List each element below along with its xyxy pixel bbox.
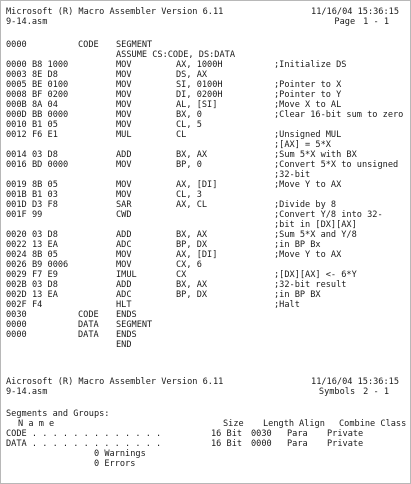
listing-line bbox=[6, 70, 406, 80]
listing-address: 002F bbox=[6, 300, 27, 310]
listing-comment: ;Move Y to AX bbox=[274, 180, 342, 190]
listing-comment bbox=[274, 320, 404, 330]
listing-address: 0024 bbox=[6, 250, 27, 260]
listing-address: 0003 bbox=[6, 70, 27, 80]
listing-label: CODE bbox=[78, 310, 99, 320]
listing-comment bbox=[274, 260, 404, 270]
listing-operand: CL, 3 bbox=[176, 190, 202, 200]
segments-title: Segments and Groups: bbox=[6, 409, 110, 419]
listing-label bbox=[78, 120, 116, 130]
listing-mnemonic: SEGMENT bbox=[116, 40, 153, 50]
listing-machine-code bbox=[32, 310, 78, 320]
listing-comment bbox=[274, 330, 404, 340]
listing-label bbox=[78, 200, 116, 210]
listing-address: 000D bbox=[6, 110, 27, 120]
listing-operand: BP, 0 bbox=[176, 160, 202, 170]
listing-address bbox=[6, 170, 32, 180]
listing-comment bbox=[274, 310, 404, 320]
listing-machine-code bbox=[32, 170, 78, 180]
page-number: 1 - 1 bbox=[363, 17, 389, 27]
listing-address: 0022 bbox=[6, 240, 27, 250]
listing-machine-code bbox=[32, 220, 78, 230]
listing-operand bbox=[176, 140, 274, 150]
listing-operand bbox=[176, 330, 274, 340]
listing-operand: BX, 0 bbox=[176, 110, 202, 120]
listing-address: 000B bbox=[6, 100, 27, 110]
listing-machine-code: 99 bbox=[32, 210, 43, 220]
listing-mnemonic: CWD bbox=[116, 210, 132, 220]
listing-machine-code: BD 0000 bbox=[32, 160, 69, 170]
listing-machine-code: B8 1000 bbox=[32, 60, 69, 70]
listing-operand: AX, 1000H bbox=[176, 60, 223, 70]
segment-length: 0000 bbox=[251, 439, 272, 449]
listing-operand bbox=[176, 50, 274, 60]
listing-comment: ;32-bit result bbox=[274, 280, 347, 290]
listing-line bbox=[6, 290, 406, 300]
listing-machine-code: 8B 05 bbox=[32, 250, 58, 260]
listing-machine-code: B1 03 bbox=[32, 190, 58, 200]
listing-line bbox=[6, 280, 406, 290]
page-indicator bbox=[334, 17, 405, 27]
listing-comment: ;Convert 5*X to unsigned bbox=[274, 160, 399, 170]
listing-machine-code bbox=[32, 340, 78, 350]
listing-operand: BX, AX bbox=[176, 150, 208, 160]
listing-mnemonic: ADD bbox=[116, 150, 132, 160]
listing-address: 0000 bbox=[6, 40, 27, 50]
listing-line bbox=[6, 250, 406, 260]
listing-mnemonic: SAR bbox=[116, 200, 132, 210]
listing-line bbox=[6, 190, 406, 200]
errors-count: 0 Errors bbox=[94, 459, 136, 469]
listing-machine-code: BB 0000 bbox=[32, 110, 69, 120]
listing-operand bbox=[176, 340, 274, 350]
listing-mnemonic: MOV bbox=[116, 60, 132, 70]
listing-label: DATA bbox=[78, 330, 99, 340]
listing-machine-code: D3 F8 bbox=[32, 200, 58, 210]
listing-operand bbox=[176, 170, 274, 180]
col-size: Size bbox=[223, 419, 244, 429]
listing-comment: ;Halt bbox=[274, 300, 300, 310]
listing-address: 0014 bbox=[6, 150, 27, 160]
listing-line bbox=[6, 320, 406, 330]
listing-line bbox=[6, 170, 406, 180]
segment-length: 0030 bbox=[251, 429, 272, 439]
listing-operand: CX, 6 bbox=[176, 260, 202, 270]
listing-comment: ;Sum 5*X and Y/8 bbox=[274, 230, 357, 240]
listing-mnemonic: ADC bbox=[116, 290, 132, 300]
listing-comment: ;Convert Y/8 into 32- bbox=[274, 210, 383, 220]
segment-size: 16 Bit bbox=[211, 439, 243, 449]
listing-machine-code: 13 EA bbox=[32, 240, 58, 250]
listing-label bbox=[78, 90, 116, 100]
page-number: 2 - 1 bbox=[363, 387, 389, 397]
segment-name: CODE . . . . . . . . . . . . . bbox=[6, 429, 162, 439]
listing-machine-code bbox=[32, 50, 78, 60]
listing-comment: ;32-bit bbox=[274, 170, 311, 180]
listing-mnemonic bbox=[116, 170, 176, 180]
listing-operand: AX, CL bbox=[176, 200, 208, 210]
page-label: Symbols bbox=[318, 387, 356, 397]
listing-operand: BX, AX bbox=[176, 280, 208, 290]
listing-mnemonic: MOV bbox=[116, 190, 132, 200]
segment-row bbox=[6, 429, 406, 439]
listing-mnemonic: MUL bbox=[116, 130, 132, 140]
listing-mnemonic: MOV bbox=[116, 250, 132, 260]
listing-mnemonic: MOV bbox=[116, 70, 132, 80]
listing-label bbox=[78, 190, 116, 200]
listing-address bbox=[6, 340, 32, 350]
listing-machine-code bbox=[32, 40, 78, 50]
listing-label bbox=[78, 240, 116, 250]
page-indicator bbox=[319, 387, 405, 397]
listing-label bbox=[78, 130, 116, 140]
listing-line bbox=[6, 240, 406, 250]
listing-mnemonic: ASSUME CS:CODE, DS:DATA bbox=[116, 50, 235, 60]
listing-address: 0010 bbox=[6, 120, 27, 130]
segment-align: Para bbox=[287, 429, 308, 439]
source-file-name: 9-14.asm bbox=[6, 387, 48, 397]
listing-line bbox=[6, 120, 406, 130]
listing-address: 0029 bbox=[6, 270, 27, 280]
listing-operand bbox=[176, 320, 274, 330]
col-length: Length bbox=[263, 419, 295, 429]
listing-line bbox=[6, 40, 406, 50]
listing-mnemonic: MOV bbox=[116, 180, 132, 190]
listing-comment bbox=[274, 190, 404, 200]
listing-label bbox=[78, 280, 116, 290]
listing-label bbox=[78, 210, 116, 220]
listing-line bbox=[6, 100, 406, 110]
listing-line bbox=[6, 150, 406, 160]
listing-comment bbox=[274, 40, 404, 50]
listing-mnemonic: SEGMENT bbox=[116, 320, 153, 330]
listing-label bbox=[78, 110, 116, 120]
segment-combine: Private bbox=[327, 429, 364, 439]
listing-machine-code: 13 EA bbox=[32, 290, 58, 300]
segment-row bbox=[6, 439, 406, 449]
listing-operand bbox=[176, 210, 274, 220]
listing-line bbox=[6, 160, 406, 170]
listing-label bbox=[78, 180, 116, 190]
listing-line bbox=[6, 50, 406, 60]
page-label: Page bbox=[334, 17, 356, 27]
listing-comment: ;[DX][AX] <- 6*Y bbox=[274, 270, 357, 280]
listing-line bbox=[6, 260, 406, 270]
listing-line bbox=[6, 110, 406, 120]
segments-and-groups bbox=[6, 409, 406, 469]
listing-label bbox=[78, 50, 116, 60]
assembler-title: Microsoft (R) Macro Assembler Version 6.11 bbox=[6, 7, 224, 17]
listing-label bbox=[78, 100, 116, 110]
listing-machine-code: 03 D8 bbox=[32, 150, 58, 160]
listing-operand: AX, [DI] bbox=[176, 180, 218, 190]
listing-operand: SI, 0100H bbox=[176, 80, 223, 90]
listing-mnemonic: MOV bbox=[116, 260, 132, 270]
segment-align: Para bbox=[287, 439, 308, 449]
listing-mnemonic: MOV bbox=[116, 110, 132, 120]
listing-comment bbox=[274, 50, 404, 60]
listing-mnemonic: ENDS bbox=[116, 310, 137, 320]
listing-address: 0030 bbox=[6, 310, 27, 320]
listing-mnemonic: END bbox=[116, 340, 132, 350]
listing-mnemonic: IMUL bbox=[116, 270, 137, 280]
listing-operand: BX, AX bbox=[176, 230, 208, 240]
listing-address: 0000 bbox=[6, 330, 27, 340]
header-datetime: 11/16/04 15:36:15 bbox=[311, 377, 399, 387]
listing-line bbox=[6, 210, 406, 220]
listing-comment: ;Pointer to X bbox=[274, 80, 342, 90]
listing-machine-code: F6 E1 bbox=[32, 130, 58, 140]
col-combine-class: Combine Class bbox=[339, 419, 407, 429]
listing-line bbox=[6, 200, 406, 210]
listing-address: 0019 bbox=[6, 180, 27, 190]
listing-line bbox=[6, 270, 406, 280]
listing-machine-code: F7 E9 bbox=[32, 270, 58, 280]
segment-size: 16 Bit bbox=[211, 429, 243, 439]
listing-comment bbox=[274, 70, 404, 80]
listing-comment: ;Clear 16-bit sum to zero bbox=[274, 110, 404, 120]
listing-address: 0016 bbox=[6, 160, 27, 170]
listing-label bbox=[78, 260, 116, 270]
listing-line bbox=[6, 140, 406, 150]
listing-line bbox=[6, 340, 406, 350]
listing-label bbox=[78, 250, 116, 260]
listing-address: 0012 bbox=[6, 130, 27, 140]
listing-mnemonic bbox=[116, 140, 176, 150]
listing-comment: ;Initialize DS bbox=[274, 60, 347, 70]
segment-combine: Private bbox=[327, 439, 364, 449]
listing-operand: AL, [SI] bbox=[176, 100, 218, 110]
listing-line bbox=[6, 60, 406, 70]
listing-line bbox=[6, 90, 406, 100]
listing-comment: ;bit in [DX][AX] bbox=[274, 220, 357, 230]
symbols-page-header bbox=[6, 377, 405, 397]
listing-mnemonic: MOV bbox=[116, 90, 132, 100]
listing-address: 0000 bbox=[6, 60, 27, 70]
listing-label bbox=[78, 150, 116, 160]
listing-mnemonic bbox=[116, 220, 176, 230]
listing-address: 0026 bbox=[6, 260, 27, 270]
listing-operand bbox=[176, 220, 274, 230]
col-name: N a m e bbox=[18, 419, 55, 429]
listing-comment: ;Unsigned MUL bbox=[274, 130, 342, 140]
listing-comment: ;Move Y to AX bbox=[274, 250, 342, 260]
listing-line bbox=[6, 220, 406, 230]
listing-mnemonic: MOV bbox=[116, 100, 132, 110]
listing-comment: ;in BP BX bbox=[274, 290, 321, 300]
source-file-name: 9-14.asm bbox=[6, 17, 48, 27]
listing-address: 001B bbox=[6, 190, 27, 200]
listing-address bbox=[6, 50, 32, 60]
listing-operand bbox=[176, 300, 274, 310]
listing-comment: ;Divide by 8 bbox=[274, 200, 337, 210]
listing-comment: ;Sum 5*X with BX bbox=[274, 150, 357, 160]
listing-mnemonic: ADC bbox=[116, 240, 132, 250]
listing-operand: DI, 0200H bbox=[176, 90, 223, 100]
listing-label bbox=[78, 340, 116, 350]
segments-column-headers bbox=[6, 419, 406, 429]
listing-address: 002B bbox=[6, 280, 27, 290]
listing-machine-code: BF 0200 bbox=[32, 90, 69, 100]
listing-label bbox=[78, 170, 116, 180]
listing-machine-code bbox=[32, 140, 78, 150]
listing-label bbox=[78, 230, 116, 240]
listing-label bbox=[78, 270, 116, 280]
listing-machine-code bbox=[32, 320, 78, 330]
listing-line bbox=[6, 300, 406, 310]
listing-machine-code: B1 05 bbox=[32, 120, 58, 130]
col-align: Align bbox=[299, 419, 325, 429]
listing-label bbox=[78, 70, 116, 80]
listing-comment: ;Move X to AL bbox=[274, 100, 342, 110]
listing-operand: CL bbox=[176, 130, 187, 140]
listing-label bbox=[78, 290, 116, 300]
listing-label bbox=[78, 60, 116, 70]
listing-mnemonic: ADD bbox=[116, 230, 132, 240]
listing-line bbox=[6, 80, 406, 90]
assembler-title: Aicrosoft (R) Macro Assembler Version 6.11 bbox=[6, 377, 224, 387]
listing-machine-code bbox=[32, 330, 78, 340]
listing-mnemonic: ENDS bbox=[116, 330, 137, 340]
listing-operand: AX, [DI] bbox=[176, 250, 218, 260]
listing-machine-code: F4 bbox=[32, 300, 43, 310]
listing-operand: CL, 5 bbox=[176, 120, 202, 130]
listing-mnemonic: MOV bbox=[116, 160, 132, 170]
listing-label bbox=[78, 160, 116, 170]
listing-mnemonic: MOV bbox=[116, 80, 132, 90]
listing-label bbox=[78, 220, 116, 230]
listing-comment bbox=[274, 120, 404, 130]
listing-operand: CX bbox=[176, 270, 187, 280]
listing-address: 002D bbox=[6, 290, 27, 300]
listing-operand: BP, DX bbox=[176, 240, 208, 250]
listing-address bbox=[6, 220, 32, 230]
listing-label: DATA bbox=[78, 320, 99, 330]
listing-address: 0008 bbox=[6, 90, 27, 100]
listing-operand: BP, DX bbox=[176, 290, 208, 300]
listing-machine-code: 8A 04 bbox=[32, 100, 58, 110]
listing-address: 0020 bbox=[6, 230, 27, 240]
listing-address: 001D bbox=[6, 200, 27, 210]
listing-label bbox=[78, 300, 116, 310]
listing-machine-code: 8E D8 bbox=[32, 70, 58, 80]
listing-line bbox=[6, 330, 406, 340]
listing-line bbox=[6, 230, 406, 240]
listing-machine-code: 03 D8 bbox=[32, 280, 58, 290]
listing-mnemonic: ADD bbox=[116, 280, 132, 290]
listing-comment bbox=[274, 340, 404, 350]
listing-label bbox=[78, 80, 116, 90]
listing-machine-code: 03 D8 bbox=[32, 230, 58, 240]
listing-line bbox=[6, 180, 406, 190]
warnings-count: 0 Warnings bbox=[94, 449, 146, 459]
listing-line bbox=[6, 130, 406, 140]
listing-line bbox=[6, 310, 406, 320]
segment-name: DATA . . . . . . . . . . . . . bbox=[6, 439, 162, 449]
listing-mnemonic: HLT bbox=[116, 300, 132, 310]
listing-operand: DS, AX bbox=[176, 70, 208, 80]
listing-address: 0000 bbox=[6, 320, 27, 330]
listing-comment: ;[AX] = 5*X bbox=[274, 140, 331, 150]
listing-address bbox=[6, 140, 32, 150]
listing-machine-code: 8B 05 bbox=[32, 180, 58, 190]
header-datetime: 11/16/04 15:36:15 bbox=[311, 7, 399, 17]
listing-label bbox=[78, 140, 116, 150]
listing-mnemonic: MOV bbox=[116, 120, 132, 130]
listing-address: 0005 bbox=[6, 80, 27, 90]
listing-machine-code: B9 0006 bbox=[32, 260, 69, 270]
listing-comment: ;Pointer to Y bbox=[274, 90, 342, 100]
page-header bbox=[6, 7, 405, 27]
listing-machine-code: BE 0100 bbox=[32, 80, 69, 90]
listing-comment: ;in BP Bx bbox=[274, 240, 321, 250]
listing-operand bbox=[176, 40, 274, 50]
assembly-listing bbox=[6, 40, 406, 350]
listing-address: 001F bbox=[6, 210, 27, 220]
listing-label: CODE bbox=[78, 40, 99, 50]
listing-operand bbox=[176, 310, 274, 320]
